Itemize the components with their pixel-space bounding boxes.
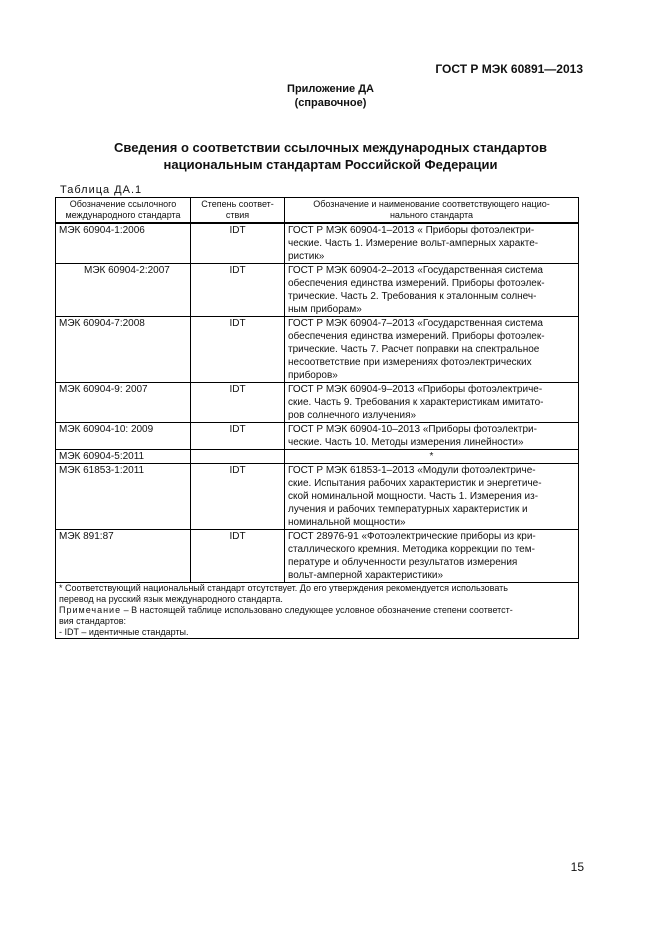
national-standard-cell: ГОСТ Р МЭК 60904-9–2013 «Приборы фотоэлектриче- ские. Часть 9. Требования к характеристикам имитато- ров солнечного излучения» bbox=[285, 383, 579, 423]
note-text: – В настоящей таблице использовано следующее условное обозначение степени соответст- bbox=[121, 605, 513, 615]
national-standard-cell: ГОСТ Р МЭК 60904-1–2013 « Приборы фотоэлектри- ческие. Часть 1. Измерение вольт-амперных характе- ристик» bbox=[285, 223, 579, 264]
note-label: Примечание bbox=[59, 605, 122, 615]
footnote-line: вия стандартов: bbox=[59, 616, 127, 626]
ref-standard-cell: МЭК 60904-10: 2009 bbox=[56, 423, 191, 450]
national-standard-cell: ГОСТ Р МЭК 60904-10–2013 «Приборы фотоэлектри- ческие. Часть 10. Методы измерения линейности» bbox=[285, 423, 579, 450]
ref-standard-cell: МЭК 60904-7:2008 bbox=[56, 317, 191, 383]
section-title-line2: национальным стандартам Российской Федерации bbox=[163, 157, 498, 172]
table-row bbox=[56, 530, 579, 583]
ref-standard-cell: МЭК 60904-5:2011 bbox=[56, 450, 191, 464]
degree-cell: IDT bbox=[191, 530, 285, 583]
page-number: 15 bbox=[570, 860, 584, 874]
appendix-heading bbox=[0, 82, 661, 110]
national-standard-cell: * bbox=[285, 450, 579, 464]
table-caption: Таблица ДА.1 bbox=[60, 184, 143, 196]
header-national-standard: Обозначение и наименование соответствующего нацио- нального стандарта bbox=[285, 198, 579, 224]
table-row bbox=[56, 423, 579, 450]
degree-cell bbox=[191, 450, 285, 464]
ref-standard-cell: МЭК 61853-1:2011 bbox=[56, 464, 191, 530]
national-standard-cell: ГОСТ 28976-91 «Фотоэлектрические приборы из кри- сталлического кремния. Методика коррекции по тем- пературе и облученности результатов измерения вольт-амперной характеристики» bbox=[285, 530, 579, 583]
standards-table bbox=[55, 197, 579, 639]
footnote-line: - IDT – идентичные стандарты. bbox=[59, 627, 189, 637]
table-row bbox=[56, 450, 579, 464]
table-row bbox=[56, 223, 579, 264]
ref-standard-cell: МЭК 60904-2:2007 bbox=[56, 264, 191, 317]
section-title-line1: Сведения о соответствии ссылочных международных стандартов bbox=[114, 140, 547, 155]
degree-cell: IDT bbox=[191, 464, 285, 530]
table-row bbox=[56, 317, 579, 383]
appendix-subtitle: (справочное) bbox=[294, 97, 367, 109]
table-row bbox=[56, 383, 579, 423]
national-standard-cell: ГОСТ Р МЭК 60904-7–2013 «Государственная система обеспечения единства измерений. Приборы фотоэлек- трические. Часть 7. Расчет поправки на спектральное несоответствие при измерениях фотоэлектрических приборов» bbox=[285, 317, 579, 383]
degree-cell: IDT bbox=[191, 264, 285, 317]
appendix-title: Приложение ДА bbox=[287, 83, 374, 95]
national-standard-cell: ГОСТ Р МЭК 60904-2–2013 «Государственная система обеспечения единства измерений. Приборы фотоэлек- трические. Часть 2. Требования к эталонным солнеч- ным приборам» bbox=[285, 264, 579, 317]
header-degree: Степень соответ- ствия bbox=[191, 198, 285, 224]
table-footnote-row bbox=[56, 583, 579, 639]
degree-cell: IDT bbox=[191, 383, 285, 423]
national-standard-cell: ГОСТ Р МЭК 61853-1–2013 «Модули фотоэлектриче- ские. Испытания рабочих характеристик и энергетиче- ской номинальной мощности. Часть 1. Измерения из- лучения и рабочих температурных характеристик и номинальной мощности» bbox=[285, 464, 579, 530]
ref-standard-cell: МЭК 891:87 bbox=[56, 530, 191, 583]
ref-standard-cell: МЭК 60904-9: 2007 bbox=[56, 383, 191, 423]
table-row bbox=[56, 464, 579, 530]
table-row bbox=[56, 264, 579, 317]
degree-cell: IDT bbox=[191, 317, 285, 383]
table-header-row bbox=[56, 198, 579, 224]
ref-standard-cell: МЭК 60904-1:2006 bbox=[56, 223, 191, 264]
table-footnote bbox=[56, 583, 579, 639]
degree-cell: IDT bbox=[191, 423, 285, 450]
footnote-line: * Соответствующий национальный стандарт отсутствует. До его утверждения рекомендуется использовать bbox=[59, 583, 508, 593]
footnote-line: перевод на русский язык международного стандарта. bbox=[59, 594, 283, 604]
degree-cell: IDT bbox=[191, 223, 285, 264]
document-id: ГОСТ Р МЭК 60891—2013 bbox=[435, 62, 583, 76]
section-title bbox=[60, 139, 601, 173]
header-ref-standard: Обозначение ссылочного международного стандарта bbox=[56, 198, 191, 224]
